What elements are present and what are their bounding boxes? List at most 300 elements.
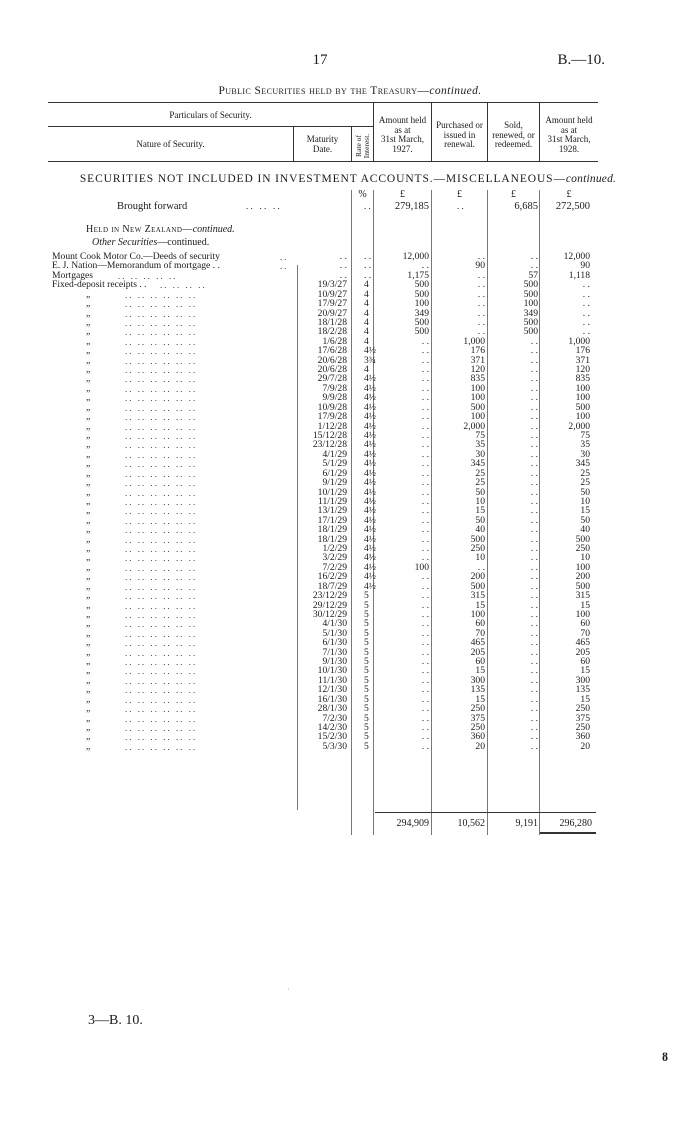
interest-rate: 4 — [364, 326, 369, 338]
leader-dots: . . . . . . . . . . . . — [125, 346, 196, 357]
purchased-amount: 20 — [475, 740, 485, 752]
maturity-date: 13/1/29 — [317, 505, 347, 517]
purchased-amount: . . — [477, 251, 485, 262]
security-name: „ — [86, 345, 91, 357]
interest-rate: 4½ — [364, 495, 376, 507]
amount-held-1927: . . — [421, 354, 429, 366]
maturity-date: 19/3/27 — [317, 279, 347, 291]
purchased-amount: 30 — [475, 448, 485, 460]
interest-rate: 4 — [364, 288, 369, 300]
maturity-date: 10/9/27 — [317, 288, 347, 300]
maturity-date: 14/2/30 — [317, 722, 347, 733]
amount-held-1927: . . — [421, 627, 429, 639]
interest-rate: 5 — [364, 656, 369, 668]
purchased-amount: 25 — [475, 477, 485, 489]
interest-rate: 4½ — [364, 552, 376, 564]
sold-amount: . . — [530, 448, 538, 460]
amount-held-1927: . . — [421, 345, 429, 357]
leader-dots: . . . . . . . . . . . . — [125, 666, 196, 677]
amount-held-1928: 375 — [575, 712, 590, 724]
security-name: Mount Cook Motor Co.—Deeds of security — [52, 251, 220, 262]
symbol-rate: % — [358, 189, 367, 200]
amount-held-1928: 1,000 — [568, 335, 590, 347]
interest-rate: 4 — [364, 307, 369, 319]
sold-amount: . . — [530, 674, 538, 686]
amount-held-1927: . . — [421, 684, 429, 696]
leader-dots: . . . . . . . . . . . . — [125, 694, 196, 705]
sold-amount: . . — [530, 486, 538, 498]
purchased-amount: 70 — [475, 627, 485, 639]
sold-amount: . . — [530, 467, 538, 479]
sold-amount: . . — [530, 382, 538, 394]
amount-held-1927: . . — [421, 486, 429, 498]
maturity-date: 16/1/30 — [317, 693, 347, 705]
purchased-amount: 10 — [475, 552, 485, 564]
sold-amount: 500 — [523, 326, 538, 338]
purchased-amount: . . — [477, 288, 485, 300]
amount-held-1928: 25 — [580, 477, 590, 489]
header-sold: Sold, renewed, or redeemed. — [492, 120, 535, 149]
security-name: „ — [86, 477, 91, 489]
purchased-amount: 835 — [470, 373, 485, 385]
maturity-date: 18/2/28 — [317, 326, 347, 338]
total-amount: 296,280 — [559, 818, 592, 829]
amount-held-1928: 120 — [575, 364, 590, 376]
amount-held-1928: 35 — [580, 439, 590, 451]
leader-dots: . . . . . . . . . . . . — [125, 600, 196, 611]
amount-held-1927: . . — [421, 448, 429, 460]
sold-amount: . . — [530, 627, 538, 639]
sold-amount: . . — [530, 364, 538, 376]
purchased-amount: 360 — [470, 731, 485, 743]
brought-forward-dots: . . . . . . — [246, 201, 280, 211]
leader-dots: . . . . . . . . . . . . — [125, 440, 196, 451]
amount-held-1928: . . — [582, 298, 590, 310]
purchased-amount: 465 — [470, 637, 485, 649]
sold-amount: . . — [530, 665, 538, 677]
purchased-amount: . . — [477, 316, 485, 328]
sold-amount: 349 — [523, 307, 538, 319]
amount-held-1928: 100 — [575, 561, 590, 573]
amount-held-1927: . . — [421, 618, 429, 630]
sold-amount: . . — [530, 656, 538, 668]
maturity-date: 17/9/28 — [317, 411, 347, 423]
leader-dots: . . . . . . . . . . . . — [125, 336, 196, 347]
maturity-date: 5/3/30 — [322, 740, 347, 752]
purchased-amount: . . — [477, 298, 485, 310]
maturity-date: 10/9/28 — [317, 401, 347, 413]
purchased-amount: 15 — [475, 599, 485, 611]
amount-held-1928: 30 — [580, 448, 590, 460]
sold-amount: . . — [530, 740, 538, 752]
security-name: „ — [86, 665, 91, 677]
sold-amount: . . — [530, 345, 538, 357]
amount-held-1927: . . — [421, 467, 429, 479]
brought-forward-held: 279,185 — [394, 201, 429, 212]
amount-held-1928: 250 — [575, 722, 590, 733]
sold-amount: . . — [530, 401, 538, 413]
brought-forward-sold: 6,685 — [514, 201, 538, 212]
security-name: „ — [86, 307, 91, 319]
security-name: „ — [86, 439, 91, 451]
maturity-date: 7/9/28 — [322, 382, 347, 394]
amount-held-1927: . . — [421, 477, 429, 489]
amount-held-1927: . . — [421, 392, 429, 404]
leader-dots: . . . . . . . . . . . . — [125, 317, 196, 328]
amount-held-1927: . . — [421, 335, 429, 347]
leader-dots: . . . . . . . . . . . . — [125, 741, 196, 752]
amount-held-1928: 371 — [575, 354, 590, 366]
header-rate: Rate of Interest. — [354, 133, 371, 159]
purchased-amount: 60 — [475, 618, 485, 630]
sold-amount: . . — [530, 495, 538, 507]
interest-rate: 4½ — [364, 429, 376, 441]
security-name: „ — [86, 656, 91, 668]
interest-rate: . . — [364, 269, 372, 281]
interest-rate: 4½ — [364, 533, 376, 545]
interest-rate: 4½ — [364, 439, 376, 451]
leader-dots: . . . . . . . . . . . . — [125, 478, 196, 489]
purchased-amount: 60 — [475, 656, 485, 668]
corner-mark: ȣ — [662, 1050, 669, 1064]
interest-rate: 4½ — [364, 571, 376, 583]
maturity-date: 6/1/29 — [322, 467, 347, 479]
security-name: E. J. Nation—Memorandum of mortgage . . — [52, 260, 220, 272]
security-name: „ — [86, 674, 91, 686]
sold-amount: . . — [530, 552, 538, 564]
purchased-amount: 100 — [470, 608, 485, 620]
security-name: „ — [86, 392, 91, 404]
security-name: „ — [86, 543, 91, 555]
leader-dots: . . . . . . . . . . . . — [125, 327, 196, 338]
amount-held-1928: 10 — [580, 552, 590, 564]
maturity-date: 1/2/29 — [322, 543, 347, 555]
stray-mark: · — [287, 985, 290, 994]
maturity-date: 30/12/29 — [312, 608, 347, 620]
sold-amount: . . — [530, 458, 538, 470]
header-purchased: Purchased or issued in renewal. — [436, 120, 483, 149]
brought-forward-amount: 272,500 — [555, 201, 590, 212]
particulars-underline — [48, 126, 373, 127]
interest-rate: 5 — [364, 637, 369, 649]
interest-rate: 4½ — [364, 486, 376, 498]
maturity-date: 12/1/30 — [317, 684, 347, 696]
amount-held-1928: 100 — [575, 608, 590, 620]
amount-held-1927: . . — [421, 533, 429, 545]
amount-held-1927: . . — [421, 590, 429, 602]
sold-amount: . . — [530, 420, 538, 432]
header-amount-1928: Amount held as at 31st March, 1928. — [545, 115, 593, 154]
leader-dots: . . . . . . . . . . . . — [125, 562, 196, 573]
amount-held-1928: 100 — [575, 382, 590, 394]
amount-held-1928: 15 — [580, 599, 590, 611]
leader-dots: . . . . . . . . . . . . — [125, 591, 196, 602]
interest-rate: 5 — [364, 608, 369, 620]
amount-held-1928: 500 — [575, 580, 590, 592]
leader-dots: . . . . . . . . . . . . — [125, 713, 196, 724]
purchased-amount: 25 — [475, 467, 485, 479]
amount-held-1928: 835 — [575, 373, 590, 385]
amount-held-1928: 135 — [575, 684, 590, 696]
purchased-amount: 250 — [470, 703, 485, 715]
leader-dots: . . . . . . . . . . . . — [125, 468, 196, 479]
leader-dots: . . . . . . . . . . . . — [125, 553, 196, 564]
interest-rate: 4 — [364, 335, 369, 347]
purchased-amount: 375 — [470, 712, 485, 724]
leader-dots: . . . . . . . . . . . . — [125, 412, 196, 423]
interest-rate: 5 — [364, 684, 369, 696]
document-reference: B.—10. — [557, 52, 605, 68]
sold-amount: . . — [530, 590, 538, 602]
purchased-amount: . . — [477, 307, 485, 319]
brought-forward-purchased: . . — [457, 201, 464, 211]
security-name: „ — [86, 693, 91, 705]
purchased-amount: 90 — [475, 260, 485, 272]
subheading-other-securities: Other Securities—continued. — [92, 237, 210, 248]
amount-held-1928: . . — [582, 279, 590, 291]
amount-held-1928: 75 — [580, 429, 590, 441]
amount-held-1927: 349 — [414, 307, 429, 319]
header-bottom-rule — [48, 161, 598, 162]
security-name: „ — [86, 382, 91, 394]
amount-held-1928: 12,000 — [563, 251, 590, 262]
security-name: „ — [86, 316, 91, 328]
interest-rate: 5 — [364, 712, 369, 724]
interest-rate: 4½ — [364, 373, 376, 385]
sold-amount: . . — [530, 571, 538, 583]
amount-held-1928: . . — [582, 326, 590, 338]
amount-held-1927: . . — [421, 665, 429, 677]
maturity-date: 7/2/29 — [322, 561, 347, 573]
purchased-amount: 345 — [470, 458, 485, 470]
leader-dots: . . . . . . . . . . . . — [125, 515, 196, 526]
security-name: „ — [86, 411, 91, 423]
leader-dots: . . . . . . . . . . . . — [125, 572, 196, 583]
amount-held-1927: . . — [421, 656, 429, 668]
interest-rate: 5 — [364, 665, 369, 677]
sold-amount: . . — [530, 514, 538, 526]
interest-rate: 5 — [364, 731, 369, 743]
leader-dots: . . . . . . . . . . . . — [125, 638, 196, 649]
security-name: „ — [86, 326, 91, 338]
maturity-date: 28/1/30 — [317, 703, 347, 715]
leader-dots: . . . . . . . . . . . . — [125, 289, 196, 300]
amount-held-1928: 300 — [575, 674, 590, 686]
amount-held-1928: 465 — [575, 637, 590, 649]
interest-rate: 4½ — [364, 345, 376, 357]
interest-rate: . . — [364, 251, 372, 262]
interest-rate: 4½ — [364, 514, 376, 526]
security-name: „ — [86, 335, 91, 347]
header-held-1927: Amount held as at 31st March, 1927. — [378, 115, 427, 154]
sold-amount: . . — [530, 684, 538, 696]
amount-held-1927: . . — [421, 514, 429, 526]
amount-held-1928: 250 — [575, 703, 590, 715]
amount-held-1927: . . — [421, 458, 429, 470]
symbol-purchased: £ — [457, 189, 462, 200]
brought-forward-label: Brought forward — [117, 201, 188, 212]
purchased-amount: 15 — [475, 665, 485, 677]
amount-held-1927: . . — [421, 740, 429, 752]
purchased-amount: 500 — [470, 580, 485, 592]
security-name: Mortgages — [52, 269, 94, 281]
sold-amount: . . — [530, 251, 538, 262]
amount-held-1928: 25 — [580, 467, 590, 479]
security-name: „ — [86, 561, 91, 573]
interest-rate: 5 — [364, 618, 369, 630]
sold-amount: . . — [530, 580, 538, 592]
security-name: „ — [86, 354, 91, 366]
sold-amount: . . — [530, 335, 538, 347]
security-name: „ — [86, 401, 91, 413]
maturity-date: 5/1/29 — [322, 458, 347, 470]
amount-held-1927: . . — [421, 524, 429, 536]
amount-held-1927: . . — [421, 674, 429, 686]
security-name: „ — [86, 364, 91, 376]
purchased-amount: 176 — [470, 345, 485, 357]
interest-rate: 4½ — [364, 505, 376, 517]
amount-held-1927: . . — [421, 411, 429, 423]
amount-held-1927: 12,000 — [402, 251, 429, 262]
amount-held-1927: . . — [421, 646, 429, 658]
amount-held-1927: . . — [421, 429, 429, 441]
leader-dots: . . . . . . . . . . . . — [125, 299, 196, 310]
amount-held-1928: . . — [582, 288, 590, 300]
amount-held-1928: 40 — [580, 524, 590, 536]
purchased-amount: 315 — [470, 590, 485, 602]
purchased-amount: 100 — [470, 382, 485, 394]
maturity-date: 3/2/29 — [322, 552, 347, 564]
amount-held-1928: 200 — [575, 571, 590, 583]
sold-amount: . . — [530, 260, 538, 272]
interest-rate: 5 — [364, 599, 369, 611]
purchased-amount: 50 — [475, 486, 485, 498]
amount-held-1927: . . — [421, 260, 429, 272]
amount-held-1928: 90 — [580, 260, 590, 272]
security-name: „ — [86, 514, 91, 526]
maturity-date: 17/6/28 — [317, 345, 347, 357]
sold-amount: . . — [530, 703, 538, 715]
security-name: „ — [86, 684, 91, 696]
security-name: Fixed-deposit receipts . . — [52, 279, 147, 291]
leader-dots: . . . . . . . . . . . . — [125, 685, 196, 696]
amount-held-1928: 345 — [575, 458, 590, 470]
security-name: „ — [86, 580, 91, 592]
purchased-amount: 135 — [470, 684, 485, 696]
amount-held-1927: 1,175 — [407, 269, 429, 281]
purchased-amount: 100 — [470, 392, 485, 404]
amount-held-1927: . . — [421, 439, 429, 451]
leader-dots: . . . . . . . . . . . . — [125, 430, 196, 441]
amount-held-1927: 500 — [414, 279, 429, 291]
leader-dots: . . . . . . . . . . . . — [125, 393, 196, 404]
maturity-date: 17/9/27 — [317, 298, 347, 310]
purchased-amount: 205 — [470, 646, 485, 658]
security-name: „ — [86, 495, 91, 507]
security-name: „ — [86, 420, 91, 432]
security-name: „ — [86, 740, 91, 752]
purchased-amount: 40 — [475, 524, 485, 536]
sold-amount: . . — [530, 439, 538, 451]
security-name: „ — [86, 608, 91, 620]
maturity-date: 29/12/29 — [312, 599, 347, 611]
interest-rate: 4 — [364, 364, 369, 376]
table-row — [0, 742, 700, 752]
maturity-date: 20/6/28 — [317, 364, 347, 376]
subheading: Held in New Zealand—continued. — [86, 224, 235, 235]
sold-amount: . . — [530, 618, 538, 630]
interest-rate: 4½ — [364, 477, 376, 489]
maturity-date: 23/12/29 — [312, 590, 347, 602]
amount-held-1928: 15 — [580, 505, 590, 517]
interest-rate: 5 — [364, 693, 369, 705]
maturity-date: 11/1/30 — [318, 674, 347, 686]
security-name: „ — [86, 618, 91, 630]
security-name: „ — [86, 524, 91, 536]
leader-dots: . . . . . . . . . . . . — [125, 647, 196, 658]
interest-rate: 5 — [364, 722, 369, 733]
security-name: „ — [86, 703, 91, 715]
purchased-amount: . . — [477, 326, 485, 338]
security-name: „ — [86, 373, 91, 385]
maturity-date: 18/1/29 — [317, 533, 347, 545]
interest-rate: 4½ — [364, 392, 376, 404]
leader-dots: . . . . . . . . . . — [118, 270, 176, 281]
maturity-date: 17/1/29 — [317, 514, 347, 526]
amount-held-1927: . . — [421, 731, 429, 743]
amount-held-1928: 315 — [575, 590, 590, 602]
sold-amount: . . — [530, 722, 538, 733]
interest-rate: 4 — [364, 298, 369, 310]
leader-dots: . . . . . . . . . . . . — [125, 534, 196, 545]
amount-held-1927: . . — [421, 712, 429, 724]
sold-amount: . . — [530, 599, 538, 611]
maturity-date: 11/1/29 — [318, 495, 347, 507]
amount-held-1928: 1,118 — [568, 269, 590, 281]
amount-held-1927: . . — [421, 373, 429, 385]
interest-rate: 4 — [364, 316, 369, 328]
maturity-date: 4/1/30 — [322, 618, 347, 630]
amount-held-1927: . . — [421, 382, 429, 394]
amount-held-1928: 205 — [575, 646, 590, 658]
sold-amount: 500 — [523, 316, 538, 328]
amount-held-1928: 360 — [575, 731, 590, 743]
sold-amount: . . — [530, 543, 538, 555]
interest-rate: 5 — [364, 627, 369, 639]
maturity-date: 10/1/30 — [317, 665, 347, 677]
section-heading: SECURITIES NOT INCLUDED IN INVESTMENT ACCOUNTS.—MISCELLANEOUS—continued. — [79, 173, 617, 185]
sold-amount: . . — [530, 533, 538, 545]
amount-held-1928: 15 — [580, 665, 590, 677]
brought-forward-rate: . . — [364, 201, 371, 211]
interest-rate: 4½ — [364, 448, 376, 460]
maturity-date: . . — [339, 251, 347, 262]
amount-held-1927: 100 — [414, 561, 429, 573]
leader-dots: . . . . . . . . . . . . — [125, 675, 196, 686]
sold-amount: . . — [530, 411, 538, 423]
amount-held-1928: . . — [582, 307, 590, 319]
maturity-date: 20/6/28 — [317, 354, 347, 366]
sold-amount: . . — [530, 693, 538, 705]
purchased-amount: 15 — [475, 693, 485, 705]
security-name: „ — [86, 533, 91, 545]
amount-held-1927: . . — [421, 693, 429, 705]
leader-dots: . . . . . . . . . . . . — [125, 487, 196, 498]
maturity-date: . . — [339, 260, 347, 272]
purchased-amount: 2,000 — [463, 420, 485, 432]
security-name: „ — [86, 298, 91, 310]
interest-rate: 4 — [364, 279, 369, 291]
